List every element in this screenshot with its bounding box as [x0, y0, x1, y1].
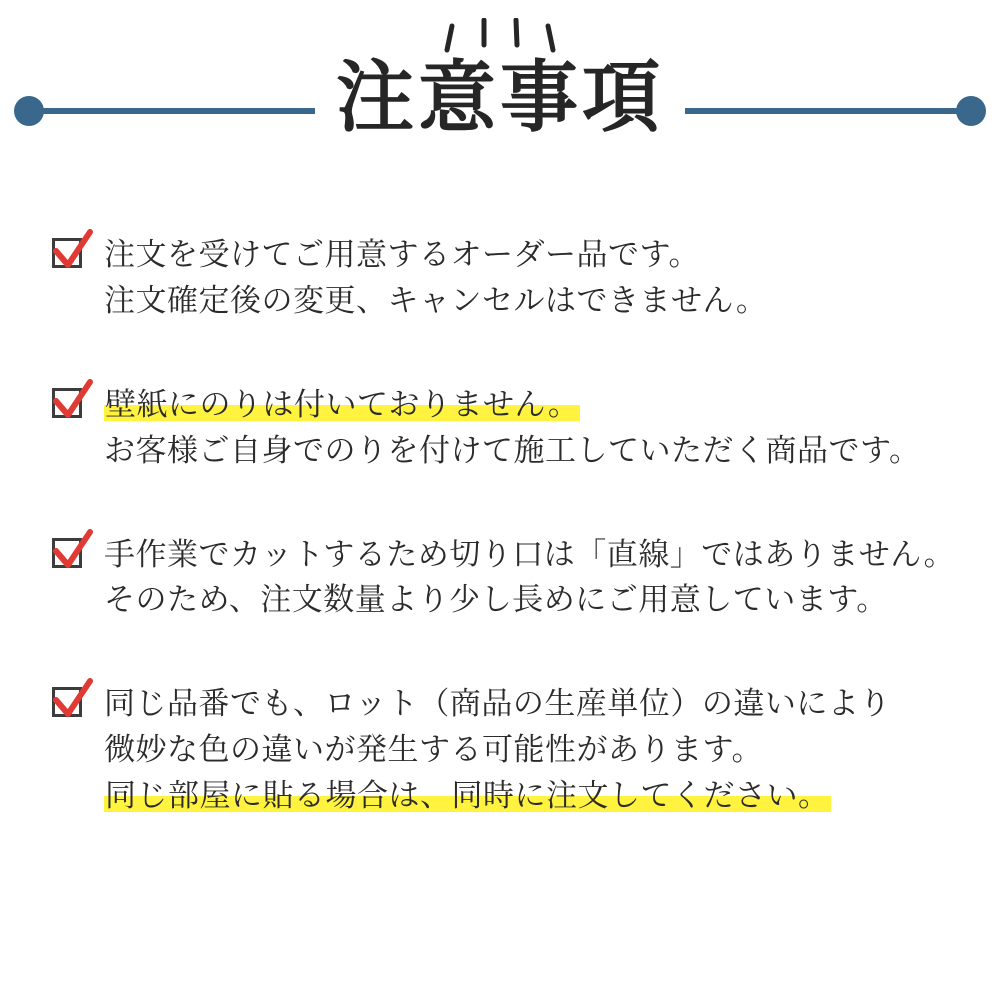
note-line: 注文確定後の変更、キャンセルはできません。 — [104, 282, 768, 318]
highlighted-text: 同じ部屋に貼る場合は、同時に注文してください。 — [105, 778, 830, 813]
note-text — [104, 681, 1000, 819]
list-item — [0, 382, 1000, 474]
check-icon — [52, 687, 86, 721]
highlighted-text: 壁紙にのりは付いておりません。 — [105, 386, 580, 422]
list-item — [0, 532, 1000, 624]
list-item — [0, 681, 1000, 819]
check-icon — [52, 388, 86, 422]
page-header — [0, 0, 1000, 200]
check-icon — [52, 538, 86, 572]
note-text — [104, 232, 1000, 324]
note-line — [104, 382, 1000, 428]
note-line: お客様ご自身でのりを付けて施工していただく商品です。 — [104, 432, 921, 468]
note-line: 注文を受けてご用意するオーダー品です。 — [104, 237, 701, 272]
notes-list — [0, 232, 1000, 877]
note-line: 微妙な色の違いが発生する可能性があります。 — [104, 732, 764, 768]
list-item — [0, 232, 1000, 324]
check-icon — [52, 238, 86, 272]
note-line: 同じ品番でも、ロット（商品の生産単位）の違いにより — [104, 686, 891, 722]
page-title: 注意事項 — [335, 53, 664, 141]
note-text — [104, 382, 1000, 474]
note-line: 手作業でカットするため切り口は「直線」ではありません。 — [104, 536, 956, 572]
note-line: そのため、注文数量より少し長めにご用意しています。 — [104, 582, 888, 618]
note-text — [104, 532, 1000, 624]
note-line — [104, 773, 1000, 819]
